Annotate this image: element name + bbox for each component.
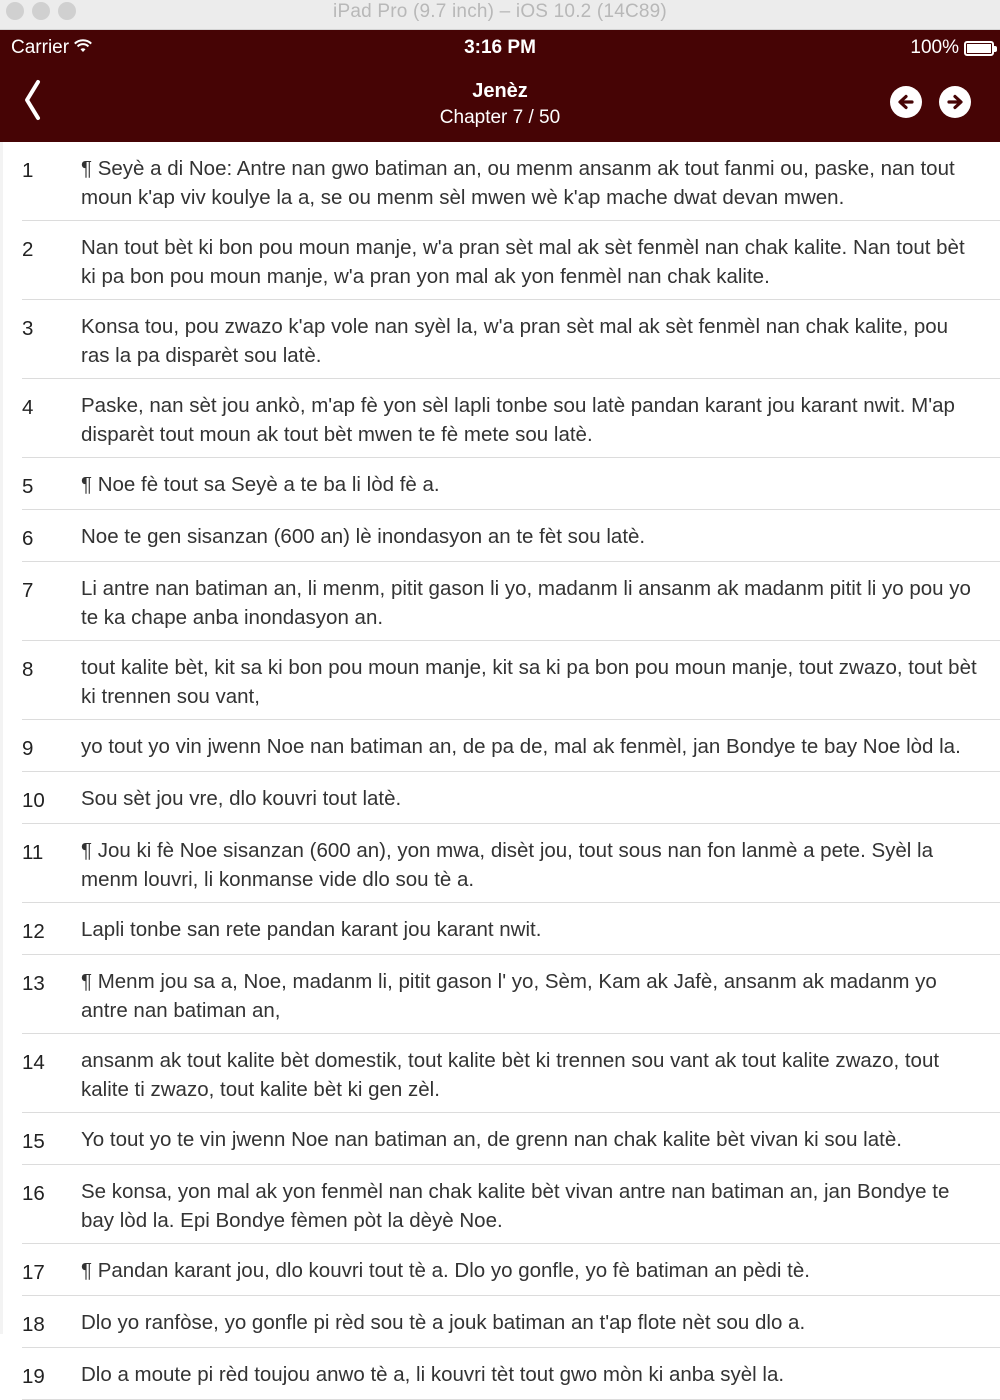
status-bar [0, 30, 1000, 66]
verse-text: Yo tout yo te vin jwenn Noe nan batiman an, de grenn nan chak kalite bèt vivan ki sou latè. [81, 1128, 902, 1151]
verse-row[interactable] [22, 562, 1000, 641]
verse-text: Lapli tonbe san rete pandan karant jou karant nwit. [81, 918, 542, 941]
verse-text: Se konsa, yon mal ak yon fenmèl nan chak kalite bèt vivan antre nan batiman an, jan Bondye te bay lòd la. Epi Bondye fèmen pòt la dèyè Noe. [81, 1180, 950, 1232]
verse-number: 11 [22, 841, 44, 864]
verse-text: Konsa tou, pou zwazo k'ap vole nan syèl la, w'a pran sèt mal ak sèt fenmèl nan chak kalite, pou ras la pa disparèt sou latè. [81, 315, 949, 367]
verse-text: ¶ Pandan karant jou, dlo kouvri tout tè a. Dlo yo gonfle, yo fè batiman an pèdi tè. [81, 1259, 810, 1282]
arrow-right-circle-icon [945, 92, 965, 112]
verse-number: 18 [22, 1313, 45, 1336]
verse-row[interactable] [22, 458, 1000, 510]
verse-text: Noe te gen sisanzan (600 an) lè inondasyon an te fèt sou latè. [81, 525, 646, 548]
verse-text: Dlo a moute pi rèd toujou anwo tè a, li kouvri tèt tout gwo mòn ki anba syèl la. [81, 1363, 785, 1386]
simulator-title-bar [0, 0, 1000, 30]
verse-number: 6 [22, 527, 34, 550]
verse-text: Nan tout bèt ki bon pou moun manje, w'a pran sèt mal ak sèt fenmèl nan chak kalite. Nan tout bèt ki pa bon pou moun manje, w'a pran yon mal ak yon fenmèl nan chak kalite. [81, 236, 965, 288]
verse-row[interactable] [22, 379, 1000, 458]
next-chapter-button[interactable] [939, 86, 971, 118]
verse-number: 7 [22, 579, 34, 602]
verse-text: ¶ Menm jou sa a, Noe, madanm li, pitit gason l' yo, Sèm, Kam ak Jafè, ansanm ak madanm yo antre nan batiman an, [81, 970, 937, 1022]
verse-number: 17 [22, 1261, 45, 1284]
verse-text: ¶ Jou ki fè Noe sisanzan (600 an), yon mwa, disèt jou, tout sous nan fon lanmè a pete. Syèl la menm louvri, li konmanse vide dlo sou tè a. [81, 839, 933, 891]
previous-chapter-button[interactable] [890, 86, 922, 118]
verse-text: Li antre nan batiman an, li menm, pitit gason li yo, madanm li ansanm ak madanm pitit li yo pou yo te ka chape anba inondasyon an. [81, 577, 971, 629]
verse-row[interactable] [22, 903, 1000, 955]
verse-number: 15 [22, 1130, 45, 1153]
verse-row[interactable] [22, 1348, 1000, 1400]
verse-text: tout kalite bèt, kit sa ki bon pou moun manje, kit sa ki pa bon pou moun manje, tout zwazo, tout bèt ki trennen sou vant, [81, 656, 977, 708]
arrow-left-circle-icon [896, 92, 916, 112]
verse-row[interactable] [22, 720, 1000, 772]
battery-indicator [910, 37, 994, 59]
verse-number: 10 [22, 789, 45, 812]
verse-text: ¶ Seyè a di Noe: Antre nan gwo batiman an, ou menm ansanm ak tout fanmi ou, paske, nan tout moun k'ap viv koulye la a, se ou menm sèl mwen wè k'ap mache dwat devan mwen. [81, 157, 955, 209]
verse-text: Dlo yo ranfòse, yo gonfle pi rèd sou tè a jouk batiman an t'ap flote nèt sou dlo a. [81, 1311, 806, 1334]
verse-row[interactable] [22, 772, 1000, 824]
verse-row[interactable] [22, 1165, 1000, 1244]
verse-row[interactable] [22, 955, 1000, 1034]
verse-row[interactable] [22, 1296, 1000, 1348]
verse-number: 12 [22, 920, 45, 943]
carrier-label: Carrier [11, 37, 70, 58]
navigation-bar [0, 30, 1000, 142]
status-time: 3:16 PM [464, 37, 536, 58]
verse-row[interactable] [22, 1034, 1000, 1113]
verse-text: Sou sèt jou vre, dlo kouvri tout latè. [81, 787, 402, 810]
verse-number: 4 [22, 396, 34, 419]
verse-row[interactable] [22, 510, 1000, 562]
verse-number: 2 [22, 238, 34, 261]
chapter-indicator: Chapter 7 / 50 [439, 107, 561, 128]
battery-icon [964, 41, 994, 56]
verse-row[interactable] [22, 641, 1000, 720]
verse-number: 13 [22, 972, 45, 995]
verse-number: 14 [22, 1051, 45, 1074]
verse-number: 9 [22, 737, 34, 760]
verse-text: ansanm ak tout kalite bèt domestik, tout kalite bèt ki trennen sou vant ak tout kalite zwazo, tout kalite ti zwazo, tout kalite bèt ki gen zèl. [81, 1049, 940, 1101]
verse-list[interactable] [0, 142, 1000, 1388]
verse-number: 3 [22, 317, 34, 340]
verse-text: ¶ Noe fè tout sa Seyè a te ba li lòd fè a. [81, 473, 440, 496]
verse-number: 8 [22, 658, 34, 681]
verse-number: 16 [22, 1182, 45, 1205]
simulator-title: iPad Pro (9.7 inch) – iOS 10.2 (14C89) [333, 1, 667, 22]
verse-row[interactable] [22, 300, 1000, 379]
verse-row[interactable] [22, 824, 1000, 903]
battery-percent: 100% [910, 37, 959, 58]
verse-row[interactable] [22, 142, 1000, 221]
verse-text: yo tout yo vin jwenn Noe nan batiman an, de pa de, mal ak fenmèl, jan Bondye te bay Noe lòd la. [81, 735, 961, 758]
verse-row[interactable] [22, 1244, 1000, 1296]
verse-number: 19 [22, 1365, 45, 1388]
verse-row[interactable] [22, 221, 1000, 300]
verse-text: Paske, nan sèt jou ankò, m'ap fè yon sèl lapli tonbe sou latè pandan karant jou karant nwit. M'ap disparèt tout moun ak tout bèt mwen te fè mete sou latè. [81, 394, 955, 446]
book-title: Jenèz [472, 80, 528, 102]
verse-row[interactable] [22, 1113, 1000, 1165]
verse-number: 1 [22, 159, 34, 182]
verse-number: 5 [22, 475, 34, 498]
